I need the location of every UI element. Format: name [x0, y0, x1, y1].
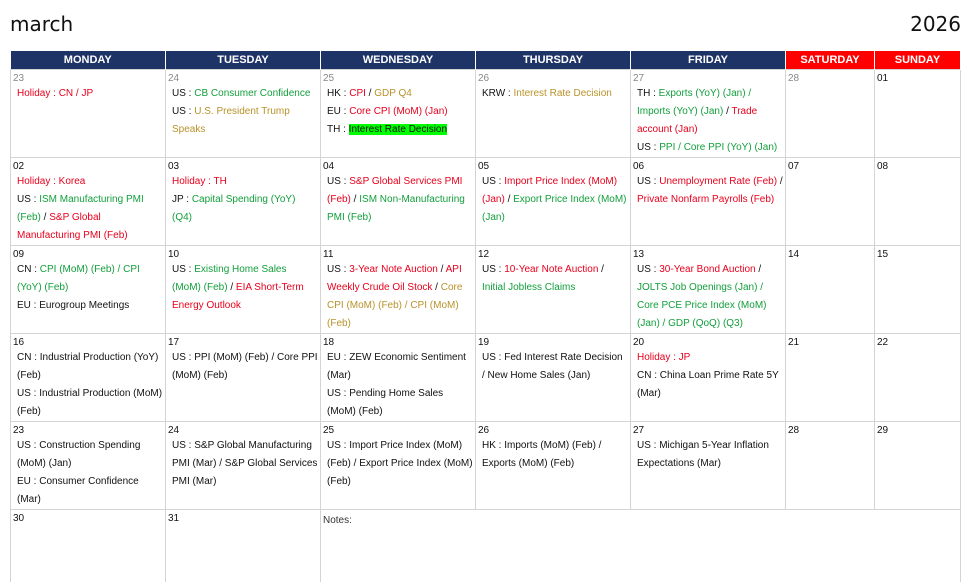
calendar-grid: [10, 51, 961, 582]
day-number: 31: [168, 512, 318, 525]
event-text: TH :: [327, 124, 349, 135]
event-text: EU :: [327, 106, 349, 117]
day-number: 27: [633, 72, 783, 85]
event-text: U.S. President Trump Speaks: [172, 106, 290, 135]
weekday-header-row: [11, 51, 961, 70]
event-entry: [168, 349, 318, 385]
day-cell: [166, 422, 321, 510]
event-text: Interest Rate Decision: [513, 88, 611, 99]
calendar-body: [11, 70, 961, 582]
day-number: 24: [168, 72, 318, 85]
event-text: JOLTS Job Openings (Jan) / Core PCE Price Index (MoM) (Jan) / GDP (QoQ) (Q3): [637, 282, 766, 329]
event-entry: [13, 191, 163, 245]
day-number: 28: [788, 424, 872, 437]
event-text: Exports (YoY) (Jan) / Imports (YoY) (Jan): [637, 88, 751, 117]
header-wednesday: WEDNESDAY: [321, 51, 476, 70]
event-text: CN : Industrial Production (YoY) (Feb): [17, 352, 158, 381]
event-entry: [633, 367, 783, 403]
event-entry: [478, 173, 628, 227]
event-entry: [478, 85, 628, 103]
day-cell: [476, 246, 631, 334]
day-number: 02: [13, 160, 163, 173]
event-entry: [323, 437, 473, 491]
week-row: [11, 510, 961, 582]
day-cell: [321, 246, 476, 334]
day-cell: [875, 422, 961, 510]
event-entry: [633, 173, 783, 209]
event-entry: [168, 437, 318, 491]
day-cell: [476, 422, 631, 510]
day-number: 23: [13, 424, 163, 437]
event-entry: [633, 437, 783, 473]
day-number: 21: [788, 336, 872, 349]
event-text: Core CPI (MoM) (Feb) / CPI (MoM) (Feb): [327, 282, 462, 329]
week-row: [11, 422, 961, 510]
event-text: /: [366, 88, 374, 99]
day-number: 11: [323, 248, 473, 261]
day-number: 10: [168, 248, 318, 261]
event-text: JP :: [172, 194, 192, 205]
day-number: 26: [478, 72, 628, 85]
event-entry: [323, 349, 473, 385]
event-text: US :: [482, 264, 504, 275]
day-cell: [11, 70, 166, 158]
event-text: US :: [17, 194, 39, 205]
day-number: 28: [788, 72, 872, 85]
event-text: Interest Rate Decision: [349, 124, 447, 135]
day-number: 20: [633, 336, 783, 349]
header-monday: MONDAY: [11, 51, 166, 70]
header-tuesday: TUESDAY: [166, 51, 321, 70]
event-text: CPI: [349, 88, 366, 99]
event-text: US :: [327, 264, 349, 275]
day-cell: [166, 158, 321, 246]
day-number: 18: [323, 336, 473, 349]
event-text: US :: [172, 88, 194, 99]
day-cell: [786, 70, 875, 158]
day-cell: [11, 510, 166, 582]
event-text: S&P Global Services PMI (Feb): [327, 176, 462, 205]
event-entry: [323, 85, 473, 103]
event-text: US :: [482, 176, 504, 187]
event-entry: [633, 85, 783, 139]
event-text: 10-Year Note Auction: [504, 264, 598, 275]
day-cell: [321, 70, 476, 158]
day-cell: [631, 334, 786, 422]
event-entry: [168, 191, 318, 227]
event-text: :: [50, 88, 58, 99]
event-text: US :: [172, 264, 194, 275]
event-text: EIA Short-Term Energy Outlook: [172, 282, 304, 311]
day-number: 27: [633, 424, 783, 437]
event-text: US :: [637, 176, 659, 187]
day-cell: [476, 70, 631, 158]
header-thursday: THURSDAY: [476, 51, 631, 70]
event-text: US :: [172, 106, 194, 117]
day-number: 13: [633, 248, 783, 261]
notes-cell: [321, 510, 961, 582]
event-entry: [13, 85, 163, 103]
event-entry: [168, 261, 318, 315]
day-cell: [631, 158, 786, 246]
day-cell: [321, 158, 476, 246]
event-text: /: [756, 264, 762, 275]
day-number: 06: [633, 160, 783, 173]
event-text: HK : Imports (MoM) (Feb) / Exports (MoM) (Feb): [482, 440, 601, 469]
day-number: 01: [877, 72, 958, 85]
event-text: US : PPI (MoM) (Feb) / Core PPI (MoM) (Feb): [172, 352, 318, 381]
event-text: CB Consumer Confidence: [194, 88, 310, 99]
event-entry: [323, 121, 473, 139]
notes-label: Notes:: [323, 515, 352, 526]
event-text: CN / JP: [59, 88, 93, 99]
event-text: 3-Year Note Auction: [349, 264, 438, 275]
day-cell: [875, 334, 961, 422]
event-text: PPI / Core PPI (YoY) (Jan): [659, 142, 777, 153]
event-text: Holiday: [17, 88, 50, 99]
day-cell: [875, 246, 961, 334]
event-entry: [13, 173, 163, 191]
week-row: [11, 70, 961, 158]
day-cell: [11, 246, 166, 334]
year-title: 2026: [910, 12, 961, 36]
event-text: GDP Q4: [374, 88, 412, 99]
day-number: 29: [877, 424, 958, 437]
month-title: march: [10, 12, 73, 36]
day-cell: [11, 334, 166, 422]
event-entry: [633, 349, 783, 367]
event-text: US : Industrial Production (MoM) (Feb): [17, 388, 162, 417]
event-text: US : Fed Interest Rate Decision / New Home Sales (Jan): [482, 352, 623, 381]
week-row: [11, 158, 961, 246]
day-number: 09: [13, 248, 163, 261]
event-text: /: [41, 212, 49, 223]
event-text: HK :: [327, 88, 349, 99]
day-number: 05: [478, 160, 628, 173]
event-text: Holiday : TH: [172, 176, 227, 187]
event-entry: [168, 103, 318, 139]
event-text: US : Construction Spending (MoM) (Jan): [17, 440, 140, 469]
event-text: US :: [637, 142, 659, 153]
week-row: [11, 334, 961, 422]
event-text: EU : Consumer Confidence (Mar): [17, 476, 139, 505]
day-cell: [166, 246, 321, 334]
day-cell: [631, 422, 786, 510]
event-text: CN : China Loan Prime Rate 5Y (Mar): [637, 370, 779, 399]
day-cell: [631, 246, 786, 334]
day-number: 25: [323, 72, 473, 85]
event-text: S&P Global Manufacturing PMI (Feb): [17, 212, 128, 241]
event-text: Export Price Index (MoM) (Jan): [482, 194, 627, 223]
event-text: US : Pending Home Sales (MoM) (Feb): [327, 388, 443, 417]
event-text: US :: [327, 176, 349, 187]
event-text: /: [777, 176, 783, 187]
day-number: 16: [13, 336, 163, 349]
day-cell: [166, 334, 321, 422]
day-number: 17: [168, 336, 318, 349]
event-text: 30-Year Bond Auction: [659, 264, 755, 275]
event-text: API Weekly Crude Oil Stock: [327, 264, 462, 293]
event-text: CN :: [17, 264, 40, 275]
event-text: Private Nonfarm Payrolls (Feb): [637, 194, 774, 205]
day-cell: [786, 246, 875, 334]
event-text: /: [505, 194, 513, 205]
event-text: Existing Home Sales (MoM) (Feb): [172, 264, 287, 293]
day-cell: [786, 334, 875, 422]
event-text: /: [438, 264, 446, 275]
day-cell: [321, 334, 476, 422]
event-text: US : S&P Global Manufacturing PMI (Mar) / S&P Global Services PMI (Mar): [172, 440, 317, 487]
day-cell: [166, 70, 321, 158]
event-entry: [13, 385, 163, 421]
event-text: /: [351, 194, 359, 205]
day-cell: [786, 158, 875, 246]
event-text: CPI (MoM) (Feb) / CPI (YoY) (Feb): [17, 264, 140, 293]
week-row: [11, 246, 961, 334]
event-entry: [478, 261, 628, 297]
event-entry: [168, 173, 318, 191]
day-cell: [875, 70, 961, 158]
day-number: 04: [323, 160, 473, 173]
day-cell: [11, 158, 166, 246]
event-text: EU : ZEW Economic Sentiment (Mar): [327, 352, 466, 381]
event-text: KRW :: [482, 88, 513, 99]
day-cell: [786, 422, 875, 510]
event-text: Initial Jobless Claims: [482, 282, 575, 293]
event-entry: [13, 473, 163, 509]
event-entry: [13, 261, 163, 297]
day-cell: [321, 422, 476, 510]
day-number: 23: [13, 72, 163, 85]
event-text: Core CPI (MoM) (Jan): [349, 106, 447, 117]
day-cell: [631, 70, 786, 158]
day-number: 30: [13, 512, 163, 525]
day-number: 25: [323, 424, 473, 437]
event-text: TH :: [637, 88, 659, 99]
day-cell: [875, 158, 961, 246]
event-entry: [323, 103, 473, 121]
event-entry: [168, 85, 318, 103]
event-text: ISM Manufacturing PMI (Feb): [17, 194, 144, 223]
event-text: Import Price Index (MoM) (Jan): [482, 176, 617, 205]
event-entry: [13, 349, 163, 385]
day-cell: [11, 422, 166, 510]
event-entry: [323, 173, 473, 227]
event-text: Unemployment Rate (Feb): [659, 176, 777, 187]
event-entry: [13, 437, 163, 473]
day-cell: [476, 158, 631, 246]
event-text: EU : Eurogroup Meetings: [17, 300, 129, 311]
day-number: 26: [478, 424, 628, 437]
day-number: 03: [168, 160, 318, 173]
event-text: US : Import Price Index (MoM) (Feb) / Export Price Index (MoM) (Feb): [327, 440, 473, 487]
day-number: 22: [877, 336, 958, 349]
event-text: /: [228, 282, 236, 293]
event-text: US : Michigan 5-Year Inflation Expectations (Mar): [637, 440, 769, 469]
header-sunday: SUNDAY: [875, 51, 961, 70]
event-text: Trade account (Jan): [637, 106, 757, 135]
event-text: Holiday : Korea: [17, 176, 85, 187]
event-entry: [13, 297, 163, 315]
event-entry: [633, 261, 783, 333]
day-number: 08: [877, 160, 958, 173]
header-friday: FRIDAY: [631, 51, 786, 70]
day-number: 12: [478, 248, 628, 261]
header-saturday: SATURDAY: [786, 51, 875, 70]
day-number: 07: [788, 160, 872, 173]
day-number: 24: [168, 424, 318, 437]
day-number: 19: [478, 336, 628, 349]
event-text: /: [598, 264, 604, 275]
day-cell: [476, 334, 631, 422]
event-entry: [478, 437, 628, 473]
event-entry: [478, 349, 628, 385]
event-text: /: [432, 282, 440, 293]
day-cell: [166, 510, 321, 582]
day-number: 15: [877, 248, 958, 261]
event-text: Capital Spending (YoY) (Q4): [172, 194, 295, 223]
event-text: US :: [637, 264, 659, 275]
event-entry: [633, 139, 783, 157]
event-entry: [323, 385, 473, 421]
event-text: Holiday : JP: [637, 352, 690, 363]
day-number: 14: [788, 248, 872, 261]
event-text: /: [723, 106, 731, 117]
event-entry: [323, 261, 473, 333]
event-text: ISM Non-Manufacturing PMI (Feb): [327, 194, 465, 223]
